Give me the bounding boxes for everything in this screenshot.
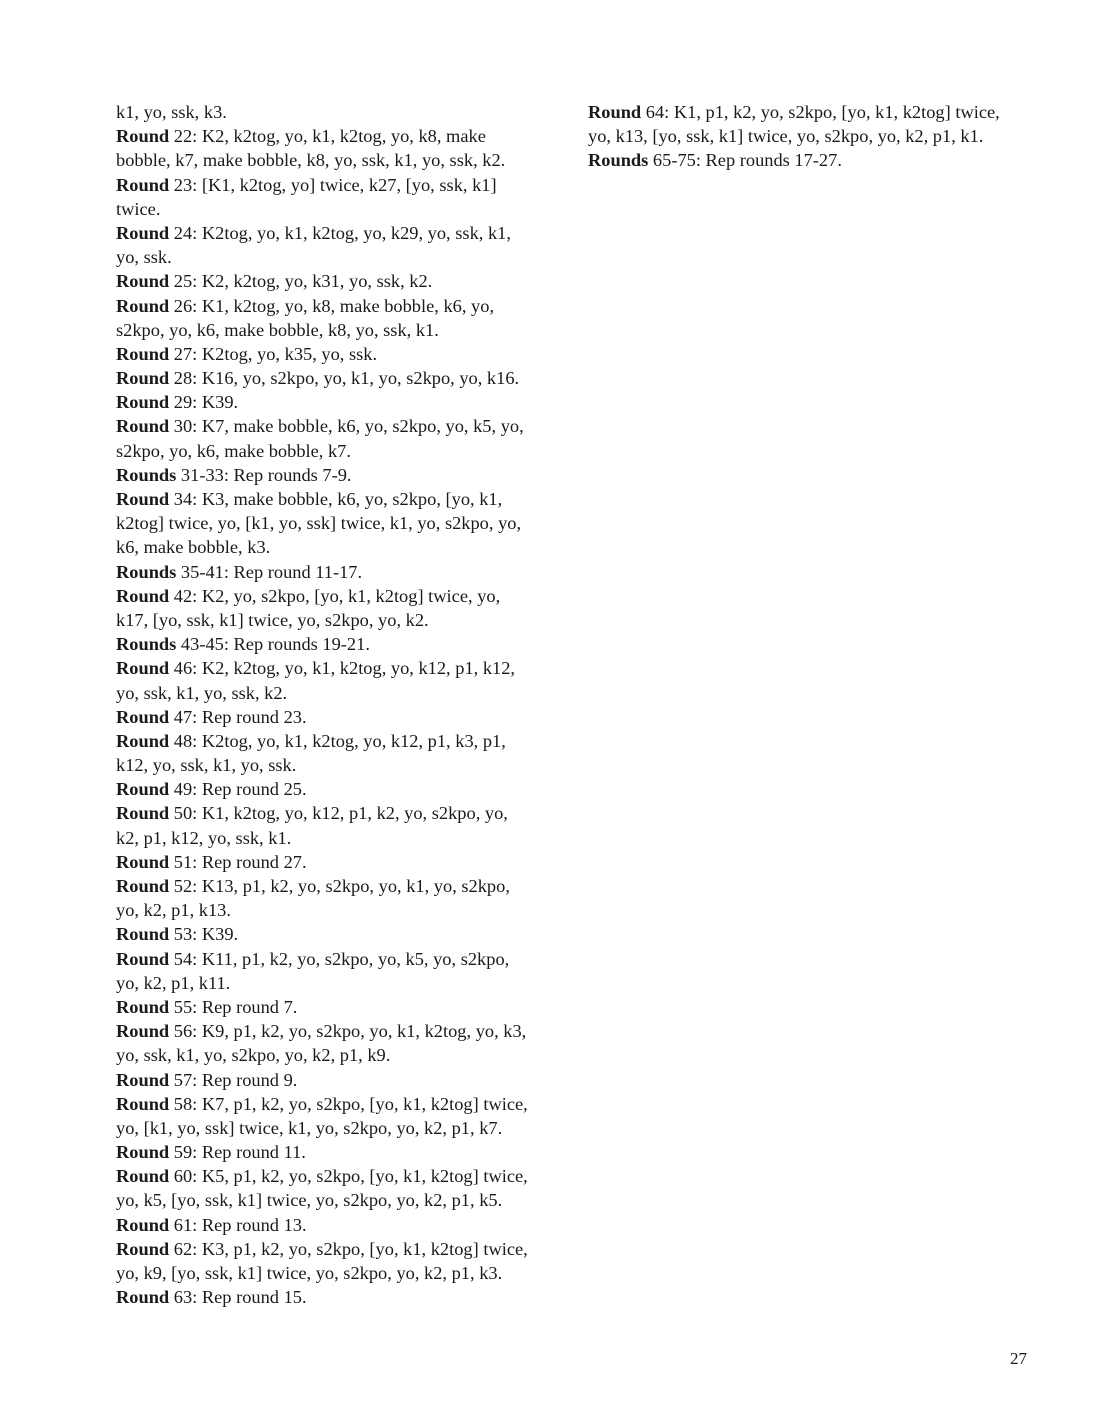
- instruction-line: [116, 1285, 566, 1309]
- instruction-text: 31-33: Rep rounds 7-9.: [176, 464, 352, 485]
- instruction-text: 63: Rep round 15.: [169, 1287, 307, 1308]
- instruction-text: 54: K11, p1, k2, yo, s2kpo, yo, k5, yo, s2kpo,: [169, 948, 510, 969]
- round-label: Round: [116, 1166, 170, 1187]
- instruction-line: [588, 148, 1038, 172]
- instruction-line: [116, 705, 566, 729]
- instruction-line: [116, 1237, 566, 1261]
- instruction-line: [116, 245, 566, 269]
- right-column: [588, 100, 1038, 173]
- instruction-line: [116, 487, 566, 511]
- round-label: Round: [116, 585, 170, 606]
- instruction-text: 62: K3, p1, k2, yo, s2kpo, [yo, k1, k2tog] twice,: [169, 1238, 528, 1259]
- round-label: Round: [116, 706, 170, 727]
- instruction-line: [116, 1092, 566, 1116]
- round-label: Round: [116, 392, 170, 413]
- instruction-text: k17, [yo, ssk, k1] twice, yo, s2kpo, yo, k2.: [116, 609, 429, 630]
- instruction-line: [116, 100, 566, 124]
- round-label: Round: [116, 1021, 170, 1042]
- instruction-line: [116, 753, 566, 777]
- round-label: Round: [116, 271, 170, 292]
- instruction-text: 64: K1, p1, k2, yo, s2kpo, [yo, k1, k2tog] twice,: [641, 102, 1000, 122]
- instruction-text: k12, yo, ssk, k1, yo, ssk.: [116, 755, 297, 776]
- instruction-line: [116, 221, 566, 245]
- instruction-text: 60: K5, p1, k2, yo, s2kpo, [yo, k1, k2tog] twice,: [169, 1166, 528, 1187]
- instruction-line: [116, 1043, 566, 1067]
- round-label: Rounds: [116, 561, 177, 582]
- instruction-line: [116, 995, 566, 1019]
- instruction-line: [116, 922, 566, 946]
- instruction-line: [116, 342, 566, 366]
- instruction-line: [116, 1019, 566, 1043]
- instruction-text: 57: Rep round 9.: [169, 1069, 298, 1090]
- round-label: Round: [116, 489, 170, 509]
- round-label: Round: [116, 1287, 170, 1308]
- round-label: Round: [116, 295, 170, 316]
- instruction-line: [116, 560, 566, 584]
- instruction-text: 29: K39.: [169, 392, 239, 413]
- instruction-text: 61: Rep round 13.: [169, 1214, 307, 1235]
- instruction-line: [116, 801, 566, 825]
- instruction-text: 27: K2tog, yo, k35, yo, ssk.: [169, 343, 378, 364]
- instruction-text: yo, k2, p1, k11.: [116, 972, 231, 993]
- instruction-text: 53: K39.: [169, 924, 239, 945]
- round-label: Round: [116, 1093, 170, 1114]
- instruction-text: 55: Rep round 7.: [169, 996, 298, 1017]
- instruction-text: yo, ssk, k1, yo, ssk, k2.: [116, 682, 288, 703]
- instruction-text: 43-45: Rep rounds 19-21.: [176, 634, 370, 655]
- instruction-line: [588, 100, 1038, 124]
- instruction-line: [116, 173, 566, 197]
- round-label: Round: [116, 948, 170, 969]
- instruction-text: yo, k5, [yo, ssk, k1] twice, yo, s2kpo, yo, k2, p1, k5.: [116, 1190, 503, 1211]
- instruction-line: [116, 1164, 566, 1188]
- round-label: Round: [116, 416, 170, 437]
- round-label: Round: [116, 1238, 170, 1259]
- instruction-line: [116, 777, 566, 801]
- instruction-text: yo, k13, [yo, ssk, k1] twice, yo, s2kpo, yo, k2, p1, k1.: [588, 126, 984, 147]
- round-label: Round: [588, 102, 642, 122]
- instruction-line: [116, 463, 566, 487]
- round-label: Round: [116, 174, 170, 195]
- instruction-text: s2kpo, yo, k6, make bobble, k7.: [116, 440, 351, 461]
- instruction-line: [116, 729, 566, 753]
- instruction-text: 23: [K1, k2tog, yo] twice, k27, [yo, ssk, k1]: [169, 174, 497, 195]
- instruction-line: [116, 608, 566, 632]
- instruction-text: 22: K2, k2tog, yo, k1, k2tog, yo, k8, make: [169, 126, 486, 147]
- instruction-line: [116, 294, 566, 318]
- instruction-text: 46: K2, k2tog, yo, k1, k2tog, yo, k12, p1, k12,: [169, 658, 516, 679]
- instruction-text: 50: K1, k2tog, yo, k12, p1, k2, yo, s2kpo, yo,: [169, 803, 508, 824]
- instruction-text: k2, p1, k12, yo, ssk, k1.: [116, 827, 292, 848]
- instruction-text: 30: K7, make bobble, k6, yo, s2kpo, yo, k5, yo,: [169, 416, 524, 437]
- instruction-text: k6, make bobble, k3.: [116, 537, 271, 558]
- instruction-text: 52: K13, p1, k2, yo, s2kpo, yo, k1, yo, s2kpo,: [169, 876, 510, 896]
- instruction-line: [116, 1188, 566, 1212]
- round-label: Round: [116, 1214, 170, 1235]
- instruction-text: 48: K2tog, yo, k1, k2tog, yo, k12, p1, k3, p1,: [169, 730, 506, 751]
- instruction-line: [116, 971, 566, 995]
- instruction-line: [116, 656, 566, 680]
- instruction-line: [588, 124, 1038, 148]
- instruction-text: 65-75: Rep rounds 17-27.: [648, 150, 842, 171]
- round-label: Round: [116, 126, 170, 147]
- instruction-line: [116, 1116, 566, 1140]
- instruction-line: [116, 826, 566, 850]
- instruction-text: 42: K2, yo, s2kpo, [yo, k1, k2tog] twice, yo,: [169, 585, 501, 606]
- instruction-text: k2tog] twice, yo, [k1, yo, ssk] twice, k1, yo, s2kpo, yo,: [116, 513, 522, 534]
- instruction-text: 51: Rep round 27.: [169, 851, 307, 872]
- instruction-line: [116, 947, 566, 971]
- instruction-line: [116, 318, 566, 342]
- round-label: Round: [116, 803, 170, 824]
- round-label: Round: [116, 1142, 170, 1163]
- round-label: Round: [116, 658, 170, 679]
- instruction-line: [116, 1068, 566, 1092]
- instruction-line: [116, 366, 566, 390]
- instruction-text: 35-41: Rep round 11-17.: [176, 561, 363, 582]
- round-label: Round: [116, 1069, 170, 1090]
- instruction-line: [116, 850, 566, 874]
- round-label: Round: [116, 779, 170, 800]
- instruction-line: [116, 414, 566, 438]
- instruction-text: 26: K1, k2tog, yo, k8, make bobble, k6, yo,: [169, 295, 495, 316]
- instruction-text: yo, k9, [yo, ssk, k1] twice, yo, s2kpo, yo, k2, p1, k3.: [116, 1263, 503, 1283]
- instruction-text: 59: Rep round 11.: [169, 1142, 306, 1163]
- round-label: Round: [116, 996, 170, 1017]
- instruction-line: [116, 1213, 566, 1237]
- round-label: Round: [116, 924, 170, 945]
- instruction-text: 56: K9, p1, k2, yo, s2kpo, yo, k1, k2tog, yo, k3,: [169, 1021, 527, 1042]
- instruction-text: yo, ssk.: [116, 247, 172, 268]
- instruction-line: [116, 632, 566, 656]
- instruction-text: 58: K7, p1, k2, yo, s2kpo, [yo, k1, k2tog] twice,: [169, 1093, 528, 1114]
- instruction-text: bobble, k7, make bobble, k8, yo, ssk, k1, yo, ssk, k2.: [116, 150, 506, 171]
- instruction-line: [116, 511, 566, 535]
- round-label: Round: [116, 730, 170, 751]
- instruction-text: yo, [k1, yo, ssk] twice, k1, yo, s2kpo, yo, k2, p1, k7.: [116, 1117, 503, 1138]
- round-label: Rounds: [116, 634, 177, 655]
- instruction-line: [116, 535, 566, 559]
- round-label: Round: [116, 343, 170, 364]
- instruction-line: [116, 269, 566, 293]
- instruction-line: [116, 124, 566, 148]
- instruction-line: [116, 874, 566, 898]
- instruction-text: s2kpo, yo, k6, make bobble, k8, yo, ssk, k1.: [116, 319, 439, 340]
- round-label: Round: [116, 368, 170, 389]
- instruction-text: k1, yo, ssk, k3.: [116, 102, 227, 122]
- instruction-text: 47: Rep round 23.: [169, 706, 307, 727]
- instruction-line: [116, 1140, 566, 1164]
- instruction-line: [116, 584, 566, 608]
- instruction-line: [116, 148, 566, 172]
- round-label: Rounds: [116, 464, 177, 485]
- round-label: Round: [116, 876, 170, 896]
- instruction-text: 24: K2tog, yo, k1, k2tog, yo, k29, yo, ssk, k1,: [169, 222, 511, 243]
- page-number: 27: [1010, 1349, 1027, 1368]
- instruction-text: 28: K16, yo, s2kpo, yo, k1, yo, s2kpo, yo, k16.: [169, 368, 520, 389]
- instruction-text: yo, ssk, k1, yo, s2kpo, yo, k2, p1, k9.: [116, 1045, 391, 1066]
- instruction-line: [116, 1261, 566, 1285]
- instruction-line: [116, 898, 566, 922]
- instruction-text: 49: Rep round 25.: [169, 779, 307, 800]
- round-label: Round: [116, 851, 170, 872]
- instruction-text: twice.: [116, 198, 161, 219]
- instruction-line: [116, 439, 566, 463]
- instruction-line: [116, 390, 566, 414]
- instruction-line: [116, 197, 566, 221]
- round-label: Round: [116, 222, 170, 243]
- round-label: Rounds: [588, 150, 649, 171]
- instruction-text: yo, k2, p1, k13.: [116, 900, 231, 921]
- instruction-line: [116, 681, 566, 705]
- instruction-text: 34: K3, make bobble, k6, yo, s2kpo, [yo, k1,: [169, 489, 503, 509]
- instruction-text: 25: K2, k2tog, yo, k31, yo, ssk, k2.: [169, 271, 433, 292]
- left-column: [116, 100, 566, 1309]
